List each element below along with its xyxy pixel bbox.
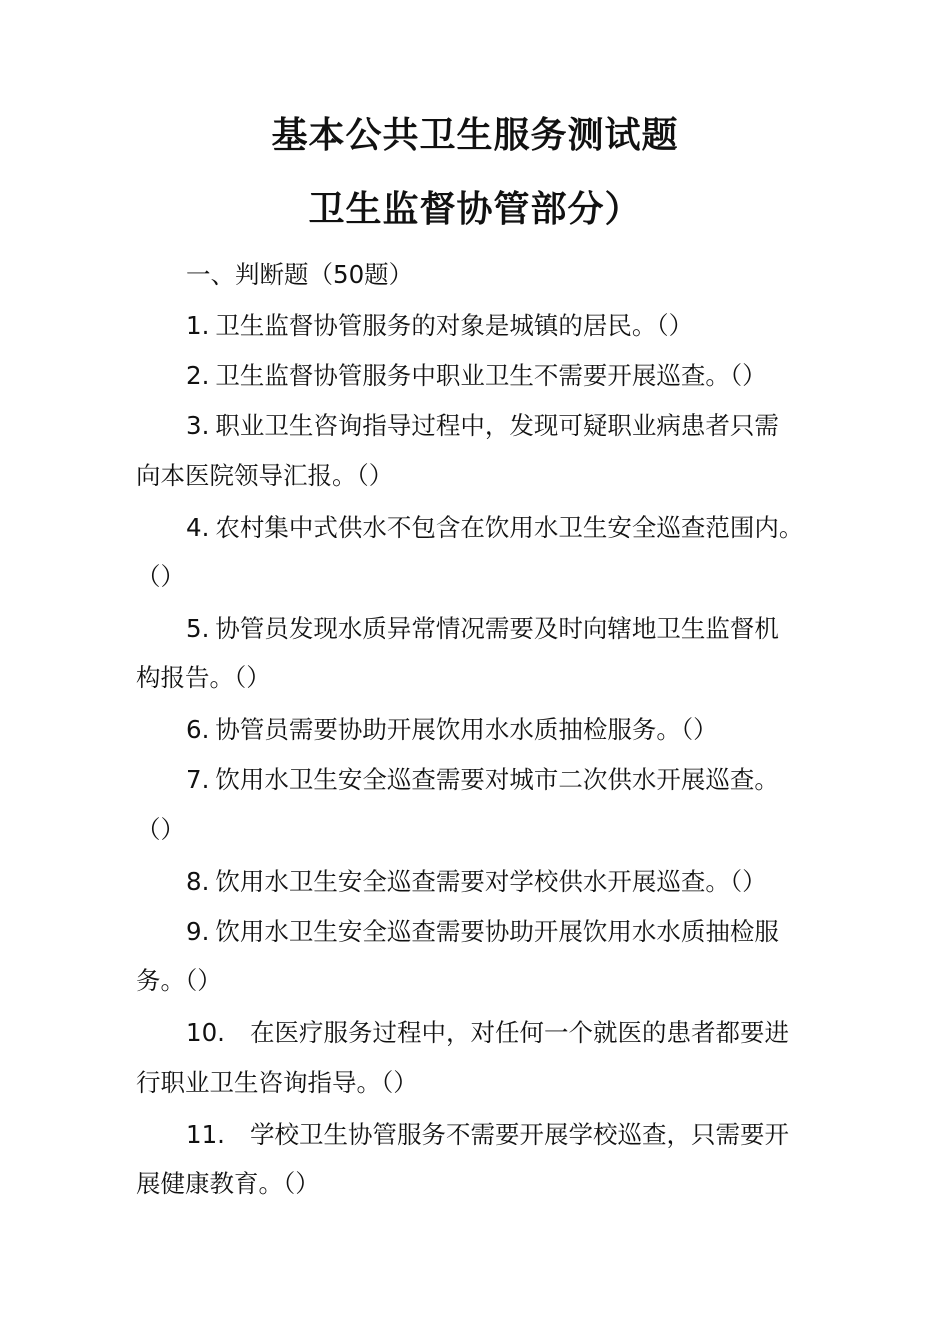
question-text: 协管员需要协助开展饮用水水质抽检服务。（）	[215, 715, 718, 744]
question-number: 5.	[186, 614, 210, 643]
question-number: 8.	[186, 867, 210, 896]
document-subtitle: 卫生监督协管部分）	[308, 189, 642, 230]
question-7	[186, 762, 779, 798]
question-number: 2.	[186, 361, 210, 390]
question-3	[186, 408, 779, 444]
question-text: 饮用水卫生安全巡查需要协助开展饮用水水质抽检服	[215, 917, 779, 946]
question-6	[186, 712, 718, 748]
question-text: 学校卫生协管服务不需要开展学校巡查，只需要开	[250, 1120, 789, 1149]
question-1	[186, 308, 693, 344]
question-number: 10.	[186, 1018, 225, 1047]
question-text: 卫生监督协管服务的对象是城镇的居民。（）	[215, 311, 694, 340]
question-number: 1.	[186, 311, 210, 340]
question-2	[186, 358, 767, 394]
question-number: 3.	[186, 411, 210, 440]
question-text: 饮用水卫生安全巡查需要对学校供水开展巡查。（）	[215, 867, 767, 896]
question-number: 4.	[186, 513, 210, 542]
question-text: 农村集中式供水不包含在饮用水卫生安全巡查范围内。	[215, 513, 804, 542]
question-9	[186, 914, 779, 950]
question-7-continuation: （）	[136, 815, 185, 844]
document-title: 基本公共卫生服务测试题	[271, 115, 679, 156]
question-8	[186, 864, 767, 900]
section-heading: 一、判断题（50题）	[186, 260, 414, 289]
question-11	[186, 1117, 789, 1153]
question-5	[186, 611, 779, 647]
question-number: 11.	[186, 1120, 225, 1149]
question-text: 在医疗服务过程中，对任何一个就医的患者都要进	[250, 1018, 789, 1047]
question-text: 协管员发现水质异常情况需要及时向辖地卫生监督机	[215, 614, 779, 643]
question-4-continuation: （）	[136, 562, 185, 591]
question-4	[186, 510, 803, 546]
question-9-continuation: 务。（）	[136, 966, 222, 995]
question-3-continuation: 向本医院领导汇报。（）	[136, 461, 394, 490]
question-number: 6.	[186, 715, 210, 744]
question-5-continuation: 构报告。（）	[136, 663, 271, 692]
question-10	[186, 1015, 789, 1051]
question-number: 7.	[186, 765, 210, 794]
question-number: 9.	[186, 917, 210, 946]
question-text: 卫生监督协管服务中职业卫生不需要开展巡查。（）	[215, 361, 767, 390]
question-text: 饮用水卫生安全巡查需要对城市二次供水开展巡查。	[215, 765, 779, 794]
question-10-continuation: 行职业卫生咨询指导。（）	[136, 1068, 418, 1097]
question-text: 职业卫生咨询指导过程中，发现可疑职业病患者只需	[215, 411, 779, 440]
question-11-continuation: 展健康教育。（）	[136, 1169, 320, 1198]
